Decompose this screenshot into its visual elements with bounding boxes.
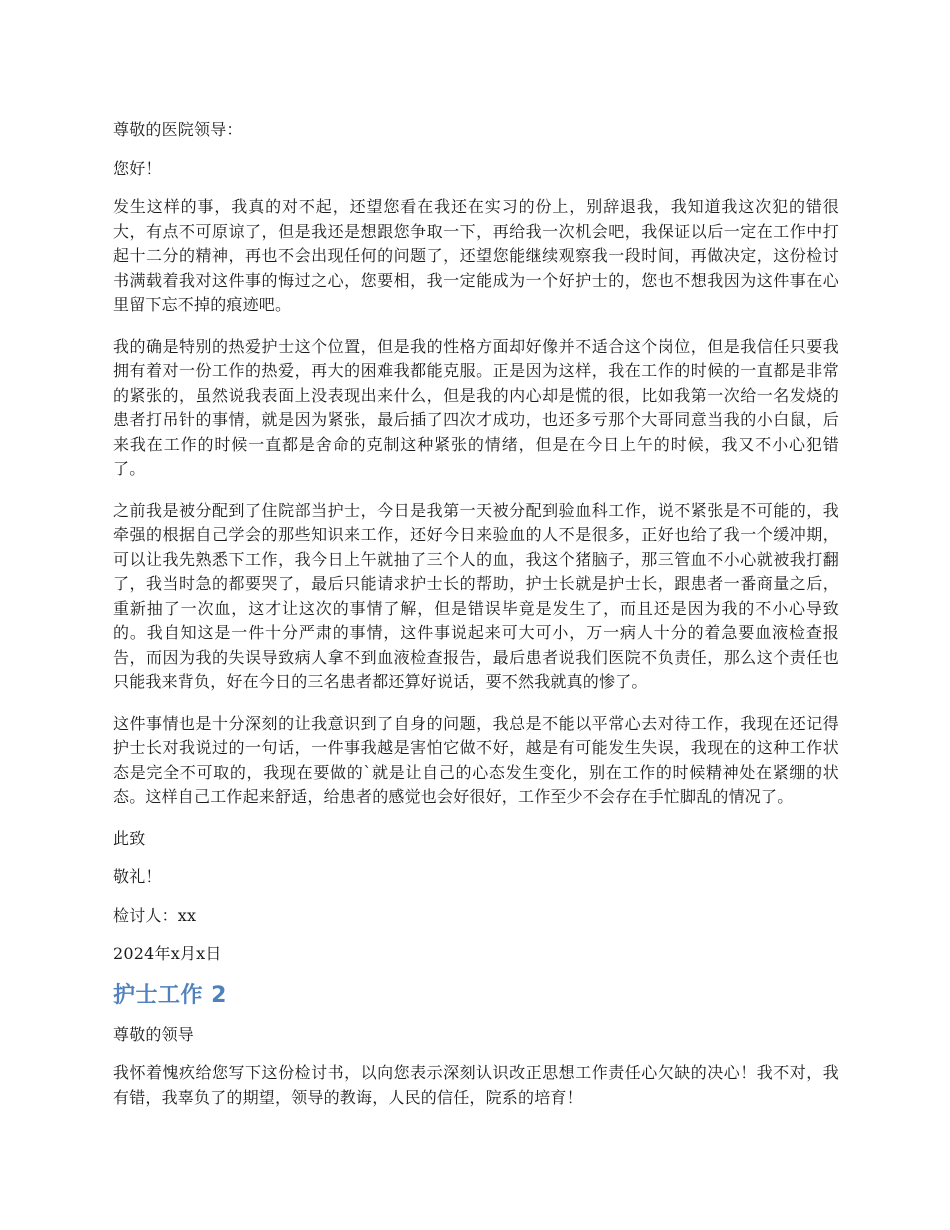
letter-paragraph-2: 我的确是特别的热爱护士这个位置，但是我的性格方面却好像并不适合这个岗位，但是我信任只要我拥有着对一份工作的热爱，再大的困难我都能克服。正是因为这样，我在工作的时候的一直都是非常的紧张的，虽然说我表面上没表现出来什么，但是我的内心却是慌的很，比如我第一次给一名发烧的患者打吊针的事情，就是因为紧张，最后插了四次才成功，也还多亏那个大哥同意当我的小白鼠，后来我在工作的时候一直都是舍命的克制这种紧张的情绪，但是在今日上午的时候，我又不小心犯错了。 — [113, 336, 839, 478]
section-paragraph: 我怀着愧疚给您写下这份检讨书，以向您表示深刻认识改正思想工作责任心欠缺的决心！我不对，我有错，我辜负了的期望，领导的教诲，人民的信任，院系的培育！ — [113, 1063, 839, 1107]
letter-paragraph-4: 这件事情也是十分深刻的让我意识到了自身的问题，我总是不能以平常心去对待工作，我现在还记得护士长对我说过的一句话，一件事我越是害怕它做不好，越是有可能发生失误，我现在的这种工作状态是完全不可取的，我现在要做的`就是让自己的心态发生变化，别在工作的时候精神处在紧绷的状态。这样自己工作起来舒适，给患者的感觉也会好很好，工作至少不会存在手忙脚乱的情况了。 — [113, 713, 839, 806]
section-salutation: 尊敬的领导 — [113, 1024, 195, 1044]
letter-paragraph-3: 之前我是被分配到了住院部当护士，今日是我第一天被分配到验血科工作，说不紧张是不可能的，我牵强的根据自己学会的那些知识来工作，还好今日来验血的人不是很多，正好也给了我一个缓冲期，可以让我先熟悉下工作，我今日上午就抽了三个人的血，我这个猪脑子，那三管血不小心就被我打翻了，我当时急的都要哭了，最后只能请求护士长的帮助，护士长就是护士长，跟患者一番商量之后，重新抽了一次血，这才让这次的事情了解，但是错误毕竟是发生了，而且还是因为我的不小心导致的。我自知这是一件十分严肃的事情，这件事说起来可大可小，万一病人十分的着急要血液检查报告，而因为我的失误导致病人拿不到血液检查报告，最后患者说我们医院不负责任，那么这个责任也只能我来背负，好在今日的三名患者都还算好说话，要不然我就真的惨了。 — [113, 500, 839, 691]
letter-regards: 敬礼！ — [113, 867, 162, 886]
letter-paragraph-1: 发生这样的事，我真的对不起，还望您看在我还在实习的份上，别辞退我，我知道我这次犯的错很大，有点不可原谅了，但是我还是想跟您争取一下，再给我一次机会吧，我保证以后一定在工作中打起十二分的精神，再也不会出现任何的问题了，还望您能继续观察我一段时间，再做决定，这份检讨书满载着我对这件事的悔过之心，您要相，我一定能成为一个好护士的，您也不想我因为这件事在心里留下忘不掉的痕迹吧。 — [113, 197, 839, 314]
letter-date: 2024年x月x日 — [113, 944, 222, 963]
section-heading: 护士工作 2 — [113, 982, 227, 1008]
letter-salutation: 尊敬的医院领导： — [113, 120, 243, 139]
letter-greeting: 您好！ — [113, 158, 162, 178]
letter-closing: 此致 — [113, 828, 146, 848]
document-page — [113, 118, 839, 1127]
letter-signer: 检讨人：xx — [113, 905, 197, 925]
